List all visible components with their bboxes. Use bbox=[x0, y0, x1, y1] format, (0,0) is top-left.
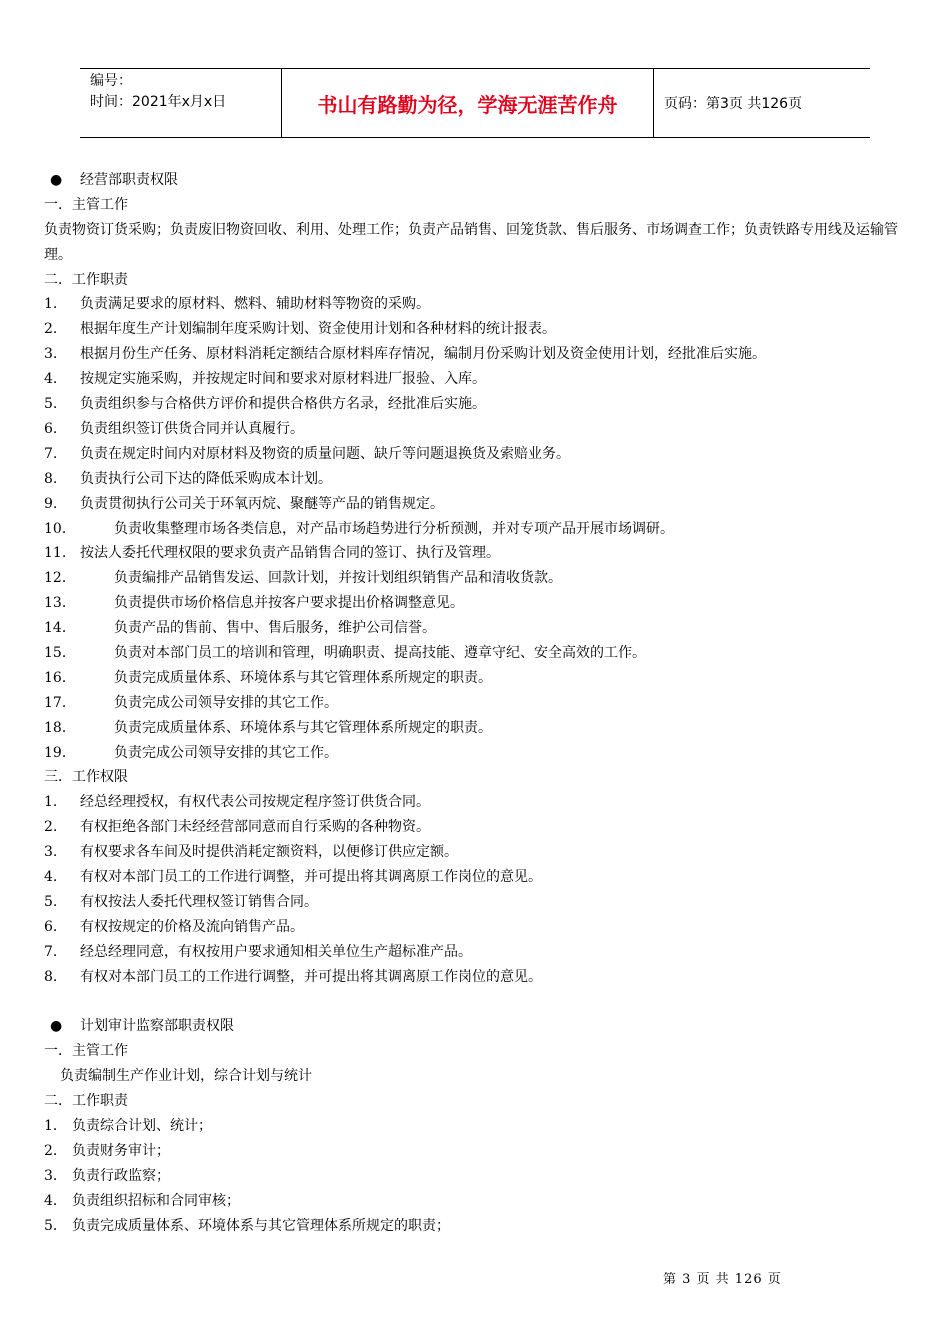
rights-list bbox=[44, 790, 914, 989]
list-item bbox=[44, 865, 914, 890]
list-item bbox=[44, 317, 914, 342]
list-item bbox=[44, 890, 914, 915]
list-item-number: 19． bbox=[44, 744, 76, 761]
list-item bbox=[44, 492, 914, 517]
list-item-number: 1. bbox=[44, 296, 58, 313]
list-item bbox=[44, 566, 914, 591]
list-item bbox=[44, 940, 914, 965]
list-item bbox=[44, 1139, 914, 1164]
list-item-number: 2. bbox=[44, 321, 58, 338]
list-item bbox=[44, 840, 914, 865]
page-footer: 第 3 页 共 126 页 bbox=[663, 1272, 782, 1287]
list-item-text: 有权对本部门员工的工作进行调整，并可提出将其调离原工作岗位的意见。 bbox=[80, 868, 542, 885]
list-item-number: 1． bbox=[44, 1117, 67, 1134]
list-item bbox=[44, 790, 914, 815]
spacer bbox=[44, 989, 914, 1014]
list-item-number: 4． bbox=[44, 1192, 67, 1209]
header-motto: 书山有路勤为径，学海无涯苦作舟 bbox=[282, 69, 654, 137]
document-body bbox=[44, 168, 914, 1238]
list-item-text: 负责完成公司领导安排的其它工作。 bbox=[114, 744, 338, 761]
bullet-icon: ● bbox=[50, 172, 63, 188]
paragraph: 负责物资订货采购；负责废旧物资回收、利用、处理工作；负责产品销售、回笼货款、售后服务、市场调查工作；负责铁路专用线及运输管理。 bbox=[44, 221, 898, 263]
list-item-text: 有权按法人委托代理权签订销售合同。 bbox=[80, 893, 318, 910]
list-item bbox=[44, 616, 914, 641]
list-item-text: 负责行政监察； bbox=[72, 1167, 170, 1184]
list-item-number: 14． bbox=[44, 620, 76, 637]
paragraph: 负责编制生产作业计划，综合计划与统计 bbox=[60, 1068, 312, 1085]
list-item bbox=[44, 367, 914, 392]
list-item-text: 根据月份生产任务、原材料消耗定额结合原材料库存情况，编制月份采购计划及资金使用计划，经批准后实施。 bbox=[80, 346, 766, 363]
list-item-text: 根据年度生产计划编制年度采购计划、资金使用计划和各种材料的统计报表。 bbox=[80, 321, 556, 338]
list-item-number: 15． bbox=[44, 644, 76, 661]
list-item-text: 负责在规定时间内对原材料及物资的质量问题、缺斤等问题退换货及索赔业务。 bbox=[80, 445, 570, 462]
list-item-text: 负责产品的售前、售中、售后服务，维护公司信誉。 bbox=[114, 620, 436, 637]
list-item-text: 按规定实施采购，并按规定时间和要求对原材料进厂报验、入库。 bbox=[80, 371, 486, 388]
list-item-number: 3. bbox=[44, 844, 58, 861]
list-item bbox=[44, 541, 914, 566]
list-item-number: 6. bbox=[44, 918, 58, 935]
list-item-number: 1. bbox=[44, 794, 58, 811]
section-heading: 一．主管工作 bbox=[44, 1043, 128, 1060]
document-number-label: 编号： bbox=[90, 73, 132, 89]
list-item-number: 9. bbox=[44, 495, 58, 512]
list-item-text: 负责完成质量体系、环境体系与其它管理体系所规定的职责； bbox=[72, 1217, 450, 1234]
list-item-text: 负责收集整理市场各类信息，对产品市场趋势进行分析预测，并对专项产品开展市场调研。 bbox=[114, 520, 674, 537]
list-item-text: 负责综合计划、统计； bbox=[72, 1117, 212, 1134]
list-item bbox=[44, 467, 914, 492]
list-item-text: 负责完成质量体系、环境体系与其它管理体系所规定的职责。 bbox=[114, 669, 492, 686]
list-item-number: 5. bbox=[44, 893, 58, 910]
list-item-number: 12． bbox=[44, 570, 76, 587]
list-item-number: 8. bbox=[44, 968, 58, 985]
list-item bbox=[44, 741, 914, 766]
document-time-label: 时间：2021年x月x日 bbox=[90, 94, 227, 110]
list-item bbox=[44, 965, 914, 990]
section-heading: 一．主管工作 bbox=[44, 196, 128, 213]
section-title: ● 经营部职责权限 bbox=[44, 168, 914, 193]
list-item-number: 6. bbox=[44, 420, 58, 437]
list-item bbox=[44, 1164, 914, 1189]
list-item-number: 4. bbox=[44, 868, 58, 885]
duties-list bbox=[44, 292, 914, 765]
list-item-number: 11. bbox=[44, 545, 67, 562]
list-item-text: 负责贯彻执行公司关于环氧丙烷、聚醚等产品的销售规定。 bbox=[80, 495, 444, 512]
list-item-text: 经总经理授权，有权代表公司按规定程序签订供货合同。 bbox=[80, 794, 430, 811]
list-item-text: 负责财务审计； bbox=[72, 1142, 170, 1159]
list-item-number: 3． bbox=[44, 1167, 67, 1184]
list-item-text: 有权拒绝各部门未经经营部同意而自行采购的各种物资。 bbox=[80, 819, 430, 836]
list-item-number: 10． bbox=[44, 520, 76, 537]
list-item bbox=[44, 591, 914, 616]
list-item-text: 负责组织签订供货合同并认真履行。 bbox=[80, 420, 304, 437]
list-item-number: 18． bbox=[44, 719, 76, 736]
list-item-number: 3. bbox=[44, 346, 58, 363]
list-item-text: 负责执行公司下达的降低采购成本计划。 bbox=[80, 470, 332, 487]
list-item-text: 有权要求各车间及时提供消耗定额资料，以便修订供应定额。 bbox=[80, 844, 458, 861]
list-item bbox=[44, 1114, 914, 1139]
list-item-text: 负责满足要求的原材料、燃料、辅助材料等物资的采购。 bbox=[80, 296, 430, 313]
list-item-number: 4. bbox=[44, 371, 58, 388]
list-item bbox=[44, 392, 914, 417]
section-heading: 二．工作职责 bbox=[44, 271, 128, 288]
section-title: ● 计划审计监察部职责权限 bbox=[44, 1014, 914, 1039]
list-item-text: 负责提供市场价格信息并按客户要求提出价格调整意见。 bbox=[114, 595, 464, 612]
list-item bbox=[44, 1189, 914, 1214]
list-item-number: 2． bbox=[44, 1142, 67, 1159]
list-item-text: 负责完成质量体系、环境体系与其它管理体系所规定的职责。 bbox=[114, 719, 492, 736]
list-item bbox=[44, 417, 914, 442]
list-item-number: 2. bbox=[44, 819, 58, 836]
list-item bbox=[44, 815, 914, 840]
section-heading: 三．工作权限 bbox=[44, 769, 128, 786]
list-item-text: 负责组织招标和合同审核； bbox=[72, 1192, 240, 1209]
list-item-number: 7. bbox=[44, 943, 58, 960]
page-header bbox=[80, 68, 870, 138]
header-meta bbox=[80, 69, 282, 137]
list-item-text: 按法人委托代理权限的要求负责产品销售合同的签订、执行及管理。 bbox=[80, 545, 500, 562]
list-item bbox=[44, 442, 914, 467]
section-heading: 二．工作职责 bbox=[44, 1093, 128, 1110]
list-item-text: 负责对本部门员工的培训和管理，明确职责、提高技能、遵章守纪、安全高效的工作。 bbox=[114, 644, 646, 661]
list-item-number: 17． bbox=[44, 694, 76, 711]
list-item-text: 负责组织参与合格供方评价和提供合格供方名录，经批准后实施。 bbox=[80, 396, 486, 413]
list-item-number: 13． bbox=[44, 595, 76, 612]
list-item bbox=[44, 292, 914, 317]
list-item bbox=[44, 716, 914, 741]
list-item-number: 8. bbox=[44, 470, 58, 487]
list-item bbox=[44, 517, 914, 542]
list-item bbox=[44, 666, 914, 691]
header-page-label: 页码：第3页 共126页 bbox=[664, 96, 803, 112]
list-item-text: 负责完成公司领导安排的其它工作。 bbox=[114, 694, 338, 711]
list-item bbox=[44, 641, 914, 666]
list-item-number: 5. bbox=[44, 396, 58, 413]
bullet-icon: ● bbox=[50, 1018, 63, 1035]
list-item bbox=[44, 342, 914, 367]
list-item-text: 有权对本部门员工的工作进行调整，并可提出将其调离原工作岗位的意见。 bbox=[80, 968, 542, 985]
list-item-text: 有权按规定的价格及流向销售产品。 bbox=[80, 918, 304, 935]
list-item bbox=[44, 691, 914, 716]
list-item-text: 经总经理同意，有权按用户要求通知相关单位生产超标准产品。 bbox=[80, 943, 472, 960]
list-item bbox=[44, 1214, 914, 1239]
list-item-number: 7. bbox=[44, 445, 58, 462]
duties-list bbox=[44, 1114, 914, 1238]
list-item-text: 负责编排产品销售发运、回款计划，并按计划组织销售产品和清收货款。 bbox=[114, 570, 562, 587]
list-item bbox=[44, 915, 914, 940]
list-item-number: 5． bbox=[44, 1217, 67, 1234]
list-item-number: 16． bbox=[44, 669, 76, 686]
